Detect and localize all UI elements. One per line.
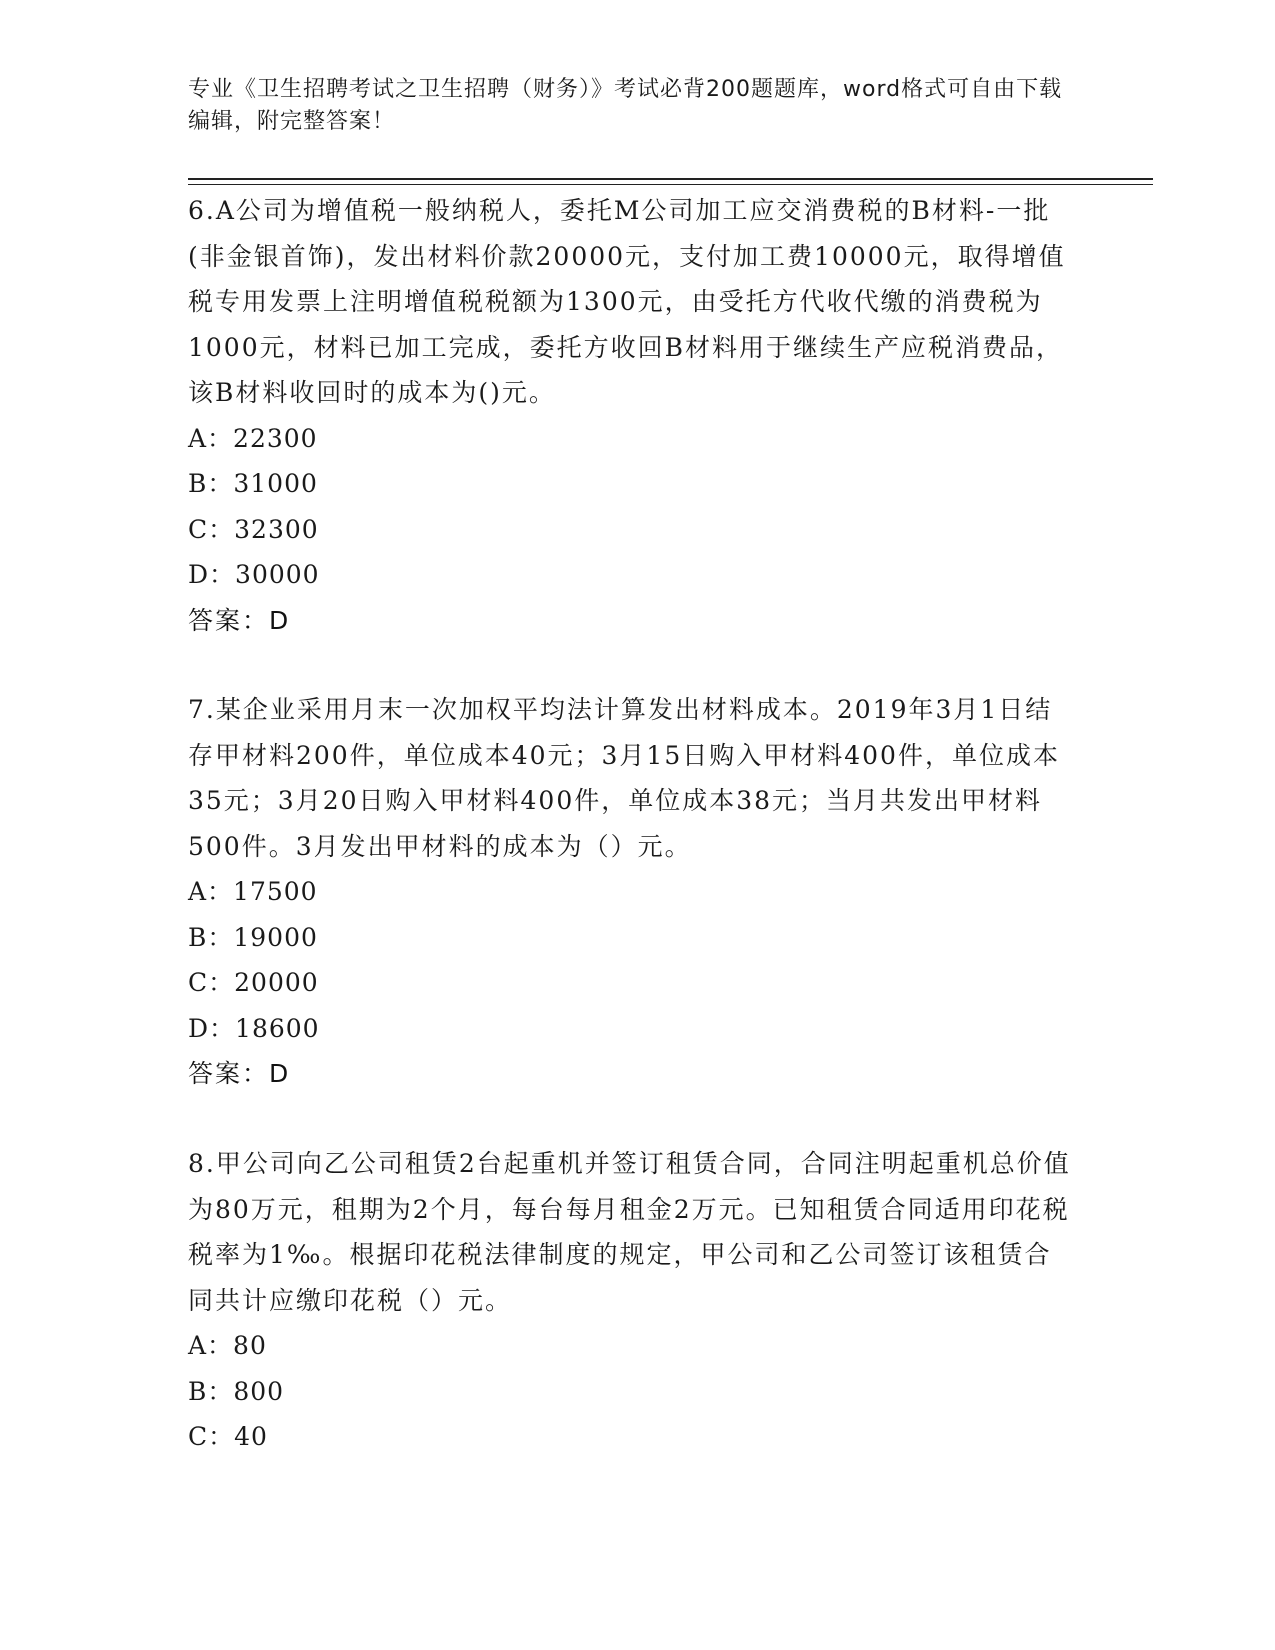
option-b: B：800 (188, 1376, 285, 1406)
option-d: D：30000 (188, 560, 320, 589)
header-divider-thin (188, 184, 1153, 185)
option-a: A：17500 (188, 877, 318, 906)
question-7 (188, 687, 1078, 1097)
option-c: C：20000 (188, 968, 319, 997)
question-stem: 6.A公司为增值税一般纳税人，委托M公司加工应交消费税的B材料-一批(非金银首饰)，发出材料价款20000元，支付加工费10000元，取得增值税专用发票上注明增值税税额为1300元，由受托方代收代缴的消费税为1000元，材料已加工完成，委托方收回B材料用于继续生产应税消费品，该B材料收回时的成本为()元。 (188, 196, 1066, 407)
option-d: D：18600 (188, 1013, 320, 1043)
question-8 (188, 1141, 1078, 1460)
question-stem: 7.某企业采用月末一次加权平均法计算发出材料成本。2019年3月1日结存甲材料200件，单位成本40元；3月15日购入甲材料400件，单位成本35元；3月20日购入甲材料400件，单位成本38元；当月共发出甲材料500件。3月发出甲材料的成本为（）元。 (188, 695, 1060, 861)
option-a: A：80 (188, 1331, 267, 1360)
document-header: 专业《卫生招聘考试之卫生招聘（财务）》考试必背200题题库，word格式可自由下载编辑，附完整答案！ (188, 77, 1063, 134)
header-divider-thick (188, 178, 1153, 180)
option-b: B：19000 (188, 922, 318, 952)
option-a: A：22300 (188, 423, 318, 453)
answer-line: 答案：D (188, 1059, 291, 1088)
option-b: B：31000 (188, 469, 318, 498)
option-c: C：40 (188, 1422, 268, 1451)
question-stem: 8.甲公司向乙公司租赁2台起重机并签订租赁合同，合同注明起重机总价值为80万元，租期为2个月，每台每月租金2万元。已知租赁合同适用印花税税率为1‰。根据印花税法律制度的规定，甲公司和乙公司签订该租赁合同共计应缴印花税（）元。 (188, 1149, 1071, 1315)
answer-line: 答案：D (188, 605, 291, 635)
option-c: C：32300 (188, 514, 319, 544)
question-6 (188, 188, 1078, 643)
